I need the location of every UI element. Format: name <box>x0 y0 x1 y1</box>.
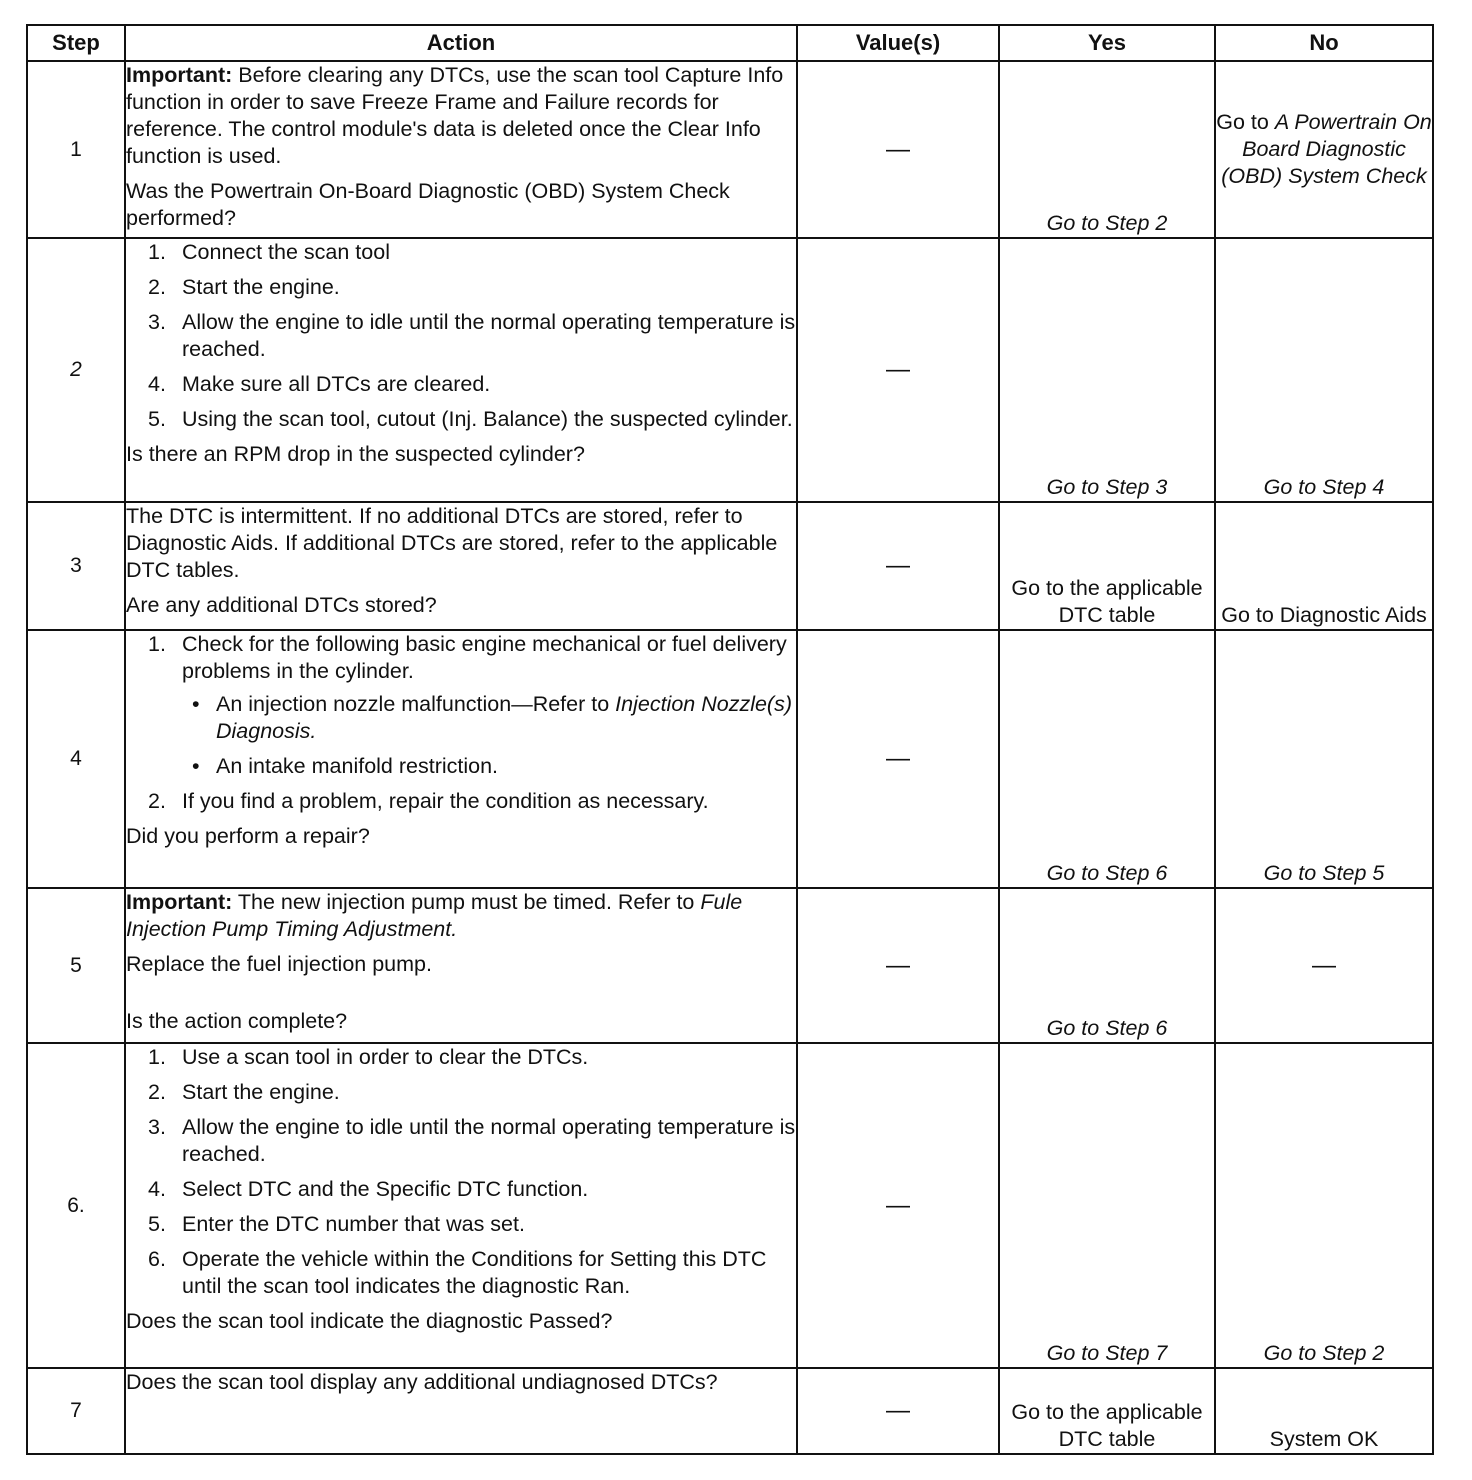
bullet-item: • An intake manifold restriction. <box>192 754 499 778</box>
action-text: The DTC is intermittent. If no additional DTCs are stored, refer to Diagnostic Aids. If additional DTCs are stored, refer to the applicable DTC tables. <box>126 504 778 582</box>
action-cell <box>125 61 797 238</box>
list-item: 2. If you find a problem, repair the condition as necessary. <box>148 789 709 813</box>
value-cell: — <box>797 1368 999 1454</box>
header-values: Value(s) <box>797 25 999 61</box>
bullet-item: • An injection nozzle malfunction—Refer to Injection Nozzle(s) Diagnosis. <box>192 692 792 743</box>
instruction-list <box>126 239 796 433</box>
list-item: 1. Use a scan tool in order to clear the DTCs. <box>148 1045 589 1069</box>
table-row <box>27 1368 1433 1454</box>
step-number: 6. <box>27 1043 125 1368</box>
question-text: Was the Powertrain On-Board Diagnostic (OBD) System Check performed? <box>126 179 730 230</box>
list-item: 5. Using the scan tool, cutout (Inj. Balance) the suspected cylinder. <box>148 407 793 431</box>
list-item: 3. Allow the engine to idle until the normal operating temperature is reached. <box>148 310 796 361</box>
important-label: Important: <box>126 890 233 914</box>
value-cell: — <box>797 1043 999 1368</box>
header-step: Step <box>27 25 125 61</box>
list-item: 6. Operate the vehicle within the Conditions for Setting this DTC until the scan tool indicates the diagnostic Ran. <box>148 1247 767 1298</box>
instruction-list <box>126 631 796 815</box>
value-cell: — <box>797 502 999 630</box>
action-cell <box>125 1368 797 1454</box>
list-item: 4. Select DTC and the Specific DTC function. <box>148 1177 589 1201</box>
action-cell <box>125 630 797 888</box>
action-cell <box>125 238 797 502</box>
header-row <box>27 25 1433 61</box>
value-cell: — <box>797 888 999 1043</box>
no-cell: Go to Step 2 <box>1215 1043 1433 1368</box>
action-cell <box>125 1043 797 1368</box>
important-text: Before clearing any DTCs, use the scan tool Capture Info function in order to save Freeze Frame and Failure records for reference. The control module's data is deleted once the Clear Info function is used. <box>126 63 784 168</box>
table-row <box>27 630 1433 888</box>
bullet-list <box>182 691 796 780</box>
table-row <box>27 888 1433 1043</box>
table-row <box>27 1043 1433 1368</box>
procedure-reference: Fule Injection Pump Timing Adjustment. <box>126 890 743 941</box>
no-link: A Powertrain On Board Diagnostic (OBD) System Check <box>1221 110 1432 188</box>
important-label: Important: <box>126 63 233 87</box>
list-item: 5. Enter the DTC number that was set. <box>148 1212 525 1236</box>
action-text: Replace the fuel injection pump. <box>126 952 432 976</box>
yes-cell: Go to Step 6 <box>999 888 1215 1043</box>
action-cell <box>125 502 797 630</box>
step-number: 5 <box>27 888 125 1043</box>
list-item: 2. Start the engine. <box>148 275 340 299</box>
action-cell <box>125 888 797 1043</box>
no-cell <box>1215 61 1433 238</box>
step-number: 2 <box>27 238 125 502</box>
table-row <box>27 502 1433 630</box>
question-text: Are any additional DTCs stored? <box>126 593 437 617</box>
table-row <box>27 238 1433 502</box>
important-text: The new injection pump must be timed. Refer to <box>232 890 701 914</box>
diagnostic-table <box>26 24 1434 1455</box>
no-cell: Go to Step 5 <box>1215 630 1433 888</box>
header-yes: Yes <box>999 25 1215 61</box>
yes-cell: Go to Step 2 <box>999 61 1215 238</box>
value-cell: — <box>797 238 999 502</box>
value-cell: — <box>797 630 999 888</box>
question-text: Does the scan tool indicate the diagnostic Passed? <box>126 1309 613 1333</box>
header-no: No <box>1215 25 1433 61</box>
yes-cell: Go to Step 7 <box>999 1043 1215 1368</box>
question-text: Does the scan tool display any additional undiagnosed DTCs? <box>126 1370 718 1394</box>
step-number: 7 <box>27 1368 125 1454</box>
important-note <box>126 62 796 170</box>
list-item: 1. Check for the following basic engine mechanical or fuel delivery problems in the cylinder. • An injection nozzle malfunction—Refer to Injection Nozzle(s) Diagnosis. • An intake manifold restriction. <box>126 631 796 780</box>
step-number: 4 <box>27 630 125 888</box>
list-item: 3. Allow the engine to idle until the normal operating temperature is reached. <box>148 1115 796 1166</box>
yes-cell: Go to the applicable DTC table <box>999 502 1215 630</box>
no-cell: Go to Diagnostic Aids <box>1215 502 1433 630</box>
list-item: 1. Connect the scan tool <box>148 240 390 264</box>
question-text: Is there an RPM drop in the suspected cylinder? <box>126 442 585 466</box>
value-cell: — <box>797 61 999 238</box>
list-item: 2. Start the engine. <box>148 1080 340 1104</box>
no-cell: Go to Step 4 <box>1215 238 1433 502</box>
yes-cell: Go to Step 6 <box>999 630 1215 888</box>
instruction-list <box>126 1044 796 1300</box>
question-text: Is the action complete? <box>126 1009 348 1033</box>
no-prefix: Go to <box>1216 110 1275 134</box>
step-number: 3 <box>27 502 125 630</box>
important-note <box>126 889 796 943</box>
yes-cell: Go to the applicable DTC table <box>999 1368 1215 1454</box>
list-item: 4. Make sure all DTCs are cleared. <box>148 372 491 396</box>
header-action: Action <box>125 25 797 61</box>
table-row <box>27 61 1433 238</box>
question-text: Did you perform a repair? <box>126 824 370 848</box>
no-cell: System OK <box>1215 1368 1433 1454</box>
yes-cell: Go to Step 3 <box>999 238 1215 502</box>
step-number: 1 <box>27 61 125 238</box>
no-cell: — <box>1215 888 1433 1043</box>
